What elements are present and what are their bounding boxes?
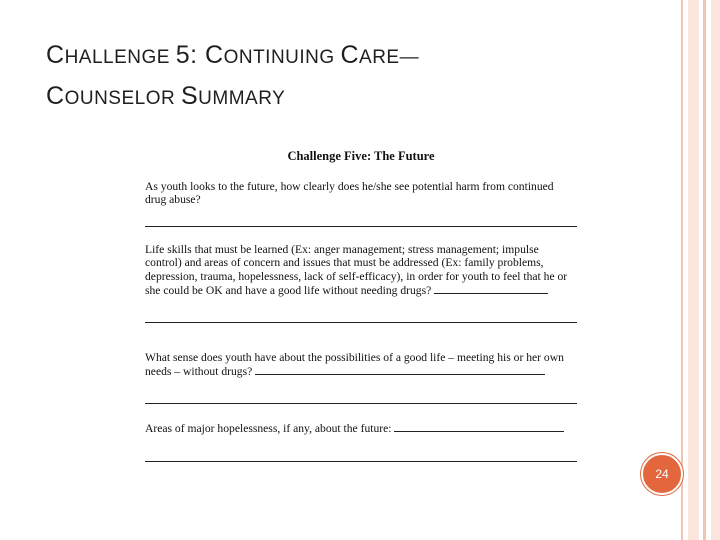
- answer-blank: [255, 364, 545, 375]
- worksheet-heading: Challenge Five: The Future: [287, 149, 435, 163]
- decorative-stripe: [688, 0, 699, 540]
- question-good-life: What sense does youth have about the possibilities of a good life – meeting his or her own needs – without drugs?: [145, 350, 564, 378]
- answer-line: [145, 461, 577, 462]
- answer-blank: [434, 283, 548, 294]
- answer-blank: [394, 421, 564, 432]
- page-number-badge: 24: [641, 453, 683, 495]
- decorative-stripe: [711, 0, 720, 540]
- decorative-stripe: [703, 0, 706, 540]
- question-life-skills: Life skills that must be learned (Ex: anger management; stress management; impulse control) and areas of concern and issues that must be addressed (Ex: family problems, depression, trauma, hopelessness, lack of self-efficacy), in order for youth to feel that he or she could be OK and have a good life without needing drugs?: [145, 242, 568, 297]
- question-hopelessness: Areas of major hopelessness, if any, about the future:: [145, 421, 577, 436]
- worksheet-document: [145, 150, 577, 462]
- decorative-stripe: [681, 0, 683, 540]
- slide-title-line-1: CHALLENGE 5: CONTINUING CARE—: [46, 41, 420, 69]
- slide-title: [46, 36, 646, 118]
- slide-title-line-2: COUNSELOR SUMMARY: [46, 82, 286, 110]
- question-harm: As youth looks to the future, how clearly does he/she see potential harm from continued drug abuse?: [145, 179, 554, 206]
